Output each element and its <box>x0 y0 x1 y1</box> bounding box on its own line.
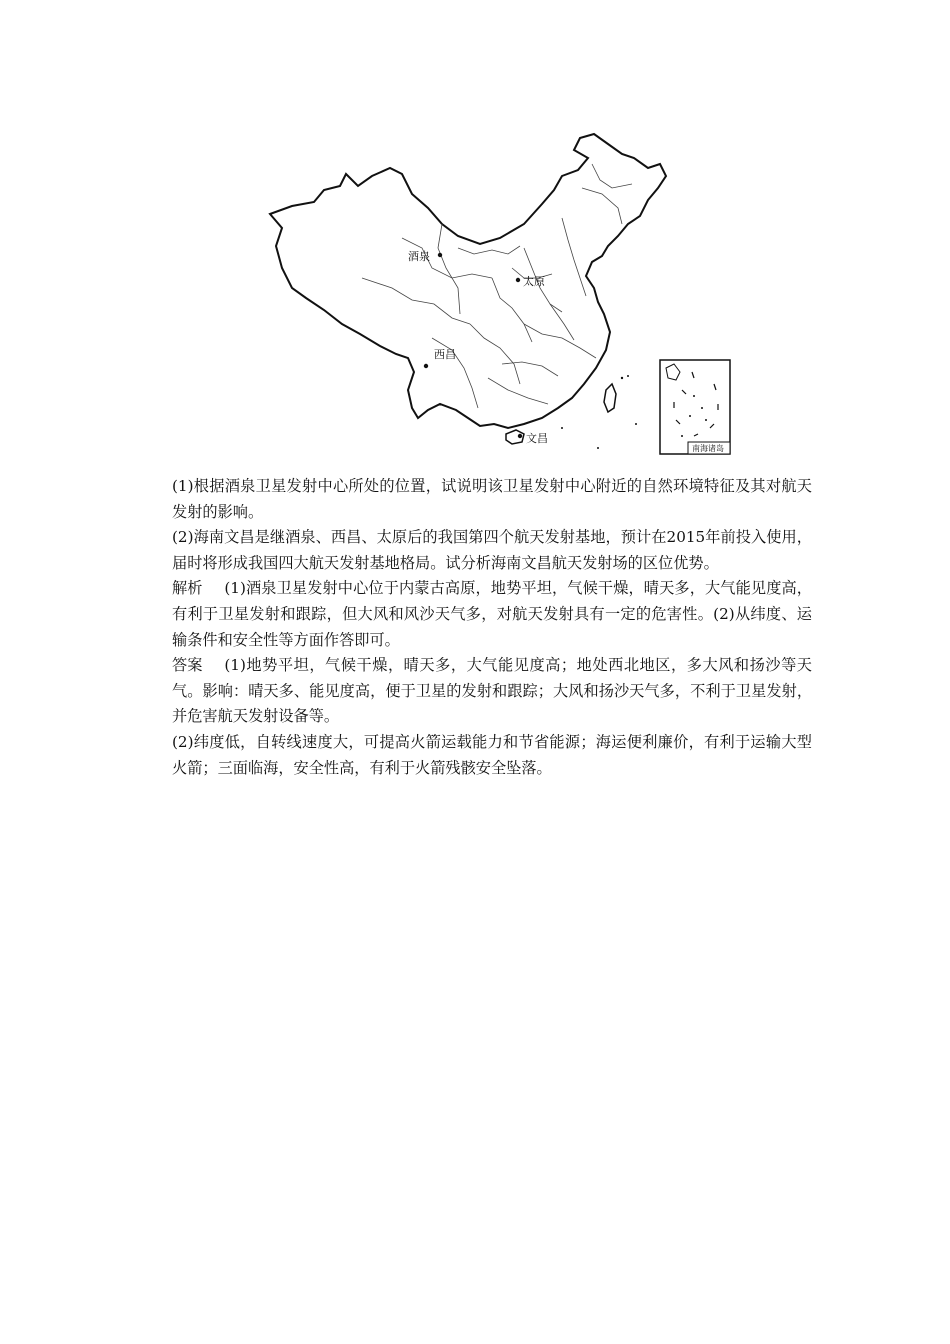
question-1: (1)根据酒泉卫星发射中心所处的位置，试说明该卫星发射中心附近的自然环境特征及其对航天发射的影响。 <box>172 477 812 521</box>
answer-part-2: (2)纬度低，自转线速度大，可提高火箭运载能力和节省能源；海运便利廉价，有利于运输大型火箭；三面临海，安全性高，有利于火箭残骸安全坠落。 <box>172 732 812 777</box>
question-text-block <box>172 474 812 781</box>
taiwan-island <box>604 384 616 412</box>
analysis-text: (1)酒泉卫星发射中心位于内蒙古高原，地势平坦，气候干燥，晴天多，大气能见度高，有利于卫星发射和跟踪，但大风和风沙天气多，对航天发射具有一定的危害性。(2)从纬度、运输条件和安全性等方面作答即可。 <box>172 579 812 649</box>
analysis-paragraph <box>172 576 812 653</box>
china-outline <box>270 134 666 428</box>
wenchang-marker <box>518 434 522 438</box>
jiuquan-marker <box>438 253 442 257</box>
china-map-svg <box>262 128 740 458</box>
analysis-label: 解析 <box>172 579 203 598</box>
xichang-marker <box>424 364 428 368</box>
answer-label: 答案 <box>172 656 203 675</box>
answer-paragraph <box>172 653 812 730</box>
china-map-figure <box>262 128 740 458</box>
answer-part-1: (1)地势平坦，气候干燥，晴天多，大气能见度高；地处西北地区，多大风和扬沙等天气。影响：晴天多、能见度高，便于卫星的发射和跟踪；大风和扬沙天气多，不利于卫星发射，并危害航天发射设备等。 <box>172 656 812 726</box>
taiyuan-label: 太原 <box>523 275 545 288</box>
city-markers <box>424 253 522 438</box>
inset-label: 南海诸岛 <box>692 444 724 453</box>
south-china-sea-inset <box>660 360 730 454</box>
xichang-label: 西昌 <box>434 348 456 361</box>
taiyuan-marker <box>516 278 520 282</box>
question-2: (2)海南文昌是继酒泉、西昌、太原后的我国第四个航天发射基地，预计在2015年前投入使用，届时将形成我国四大航天发射基地格局。试分析海南文昌航天发射场的区位优势。 <box>172 528 812 572</box>
wenchang-label: 文昌 <box>526 432 548 445</box>
jiuquan-label: 酒泉 <box>408 250 430 263</box>
small-islands <box>561 375 637 449</box>
